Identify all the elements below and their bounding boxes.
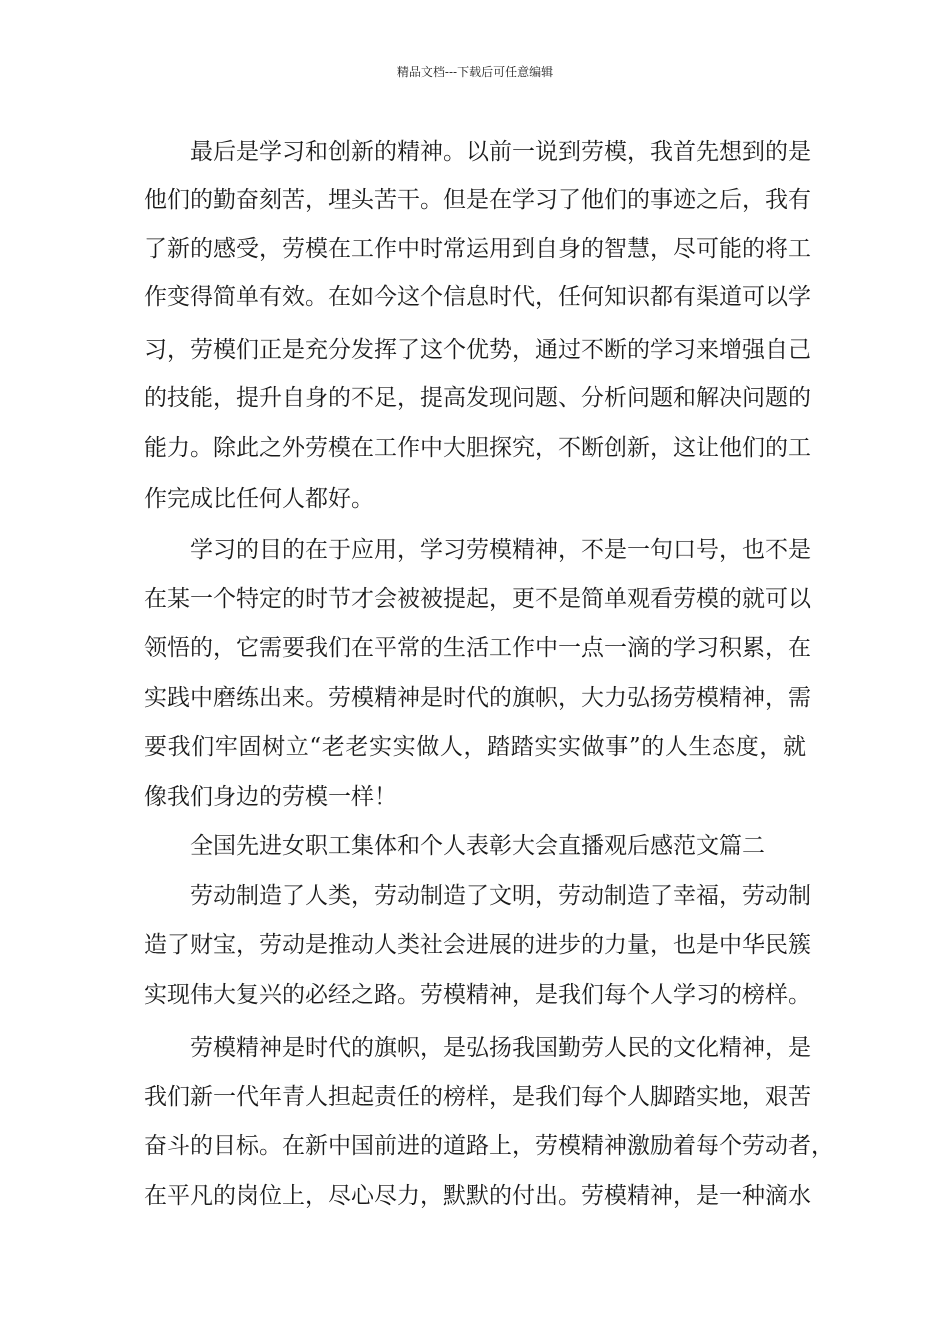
text-line: 领悟的，它需要我们在平常的生活工作中一点一滴的学习积累，在 — [144, 635, 811, 661]
text-line: 最后是学习和创新的精神。以前一说到劳模，我首先想到的是 — [190, 139, 811, 165]
text-line: 实践中磨练出来。劳模精神是时代的旗帜，大力弘扬劳模精神，需 — [144, 685, 811, 711]
page-header: 精品文档---下载后可任意编辑 — [396, 65, 554, 79]
text-line: 他们的勤奋刻苦，埋头苦干。但是在学习了他们的事迹之后，我有 — [144, 187, 811, 213]
text-line: 作完成比任何人都好。 — [144, 486, 374, 512]
text-line: 要我们牢固树立“老老实实做人，踏踏实实做事”的人生态度，就 — [144, 734, 806, 760]
text-line: 造了财宝，劳动是推动人类社会进展的进步的力量，也是中华民簇 — [144, 932, 811, 958]
text-line: 奋斗的目标。在新中国前进的道路上，劳模精神激励着每个劳动者， — [144, 1133, 834, 1159]
text-line: 习，劳模们正是充分发挥了这个优势，通过不断的学习来增强自己 — [144, 337, 811, 363]
text-line: 像我们身边的劳模一样！ — [144, 784, 397, 810]
text-line: 学习的目的在于应用，学习劳模精神，不是一句口号，也不是 — [190, 537, 811, 563]
text-line: 在平凡的岗位上，尽心尽力，默默的付出。劳模精神，是一种滴水 — [144, 1183, 811, 1209]
text-line: 实现伟大复兴的必经之路。劳模精神，是我们每个人学习的榜样。 — [144, 982, 811, 1008]
text-line: 了新的感受，劳模在工作中时常运用到自身的智慧，尽可能的将工 — [144, 236, 811, 262]
text-line: 劳动制造了人类，劳动制造了文明，劳动制造了幸福，劳动制 — [190, 883, 811, 909]
text-line: 我们新一代年青人担起责任的榜样，是我们每个人脚踏实地，艰苦 — [144, 1084, 811, 1110]
text-line: 能力。除此之外劳模在工作中大胆探究，不断创新，这让他们的工 — [144, 435, 811, 461]
section-heading: 全国先进女职工集体和个人表彰大会直播观后感范文篇二 — [190, 833, 765, 859]
text-line: 的技能，提升自身的不足，提高发现问题、分析问题和解决问题的 — [144, 385, 811, 411]
text-line: 劳模精神是时代的旗帜，是弘扬我国勤劳人民的文化精神，是 — [190, 1035, 811, 1061]
text-line: 在某一个特定的时节才会被被提起，更不是简单观看劳模的就可以 — [144, 586, 811, 612]
text-line: 作变得简单有效。在如今这个信息时代，任何知识都有渠道可以学 — [144, 284, 811, 310]
